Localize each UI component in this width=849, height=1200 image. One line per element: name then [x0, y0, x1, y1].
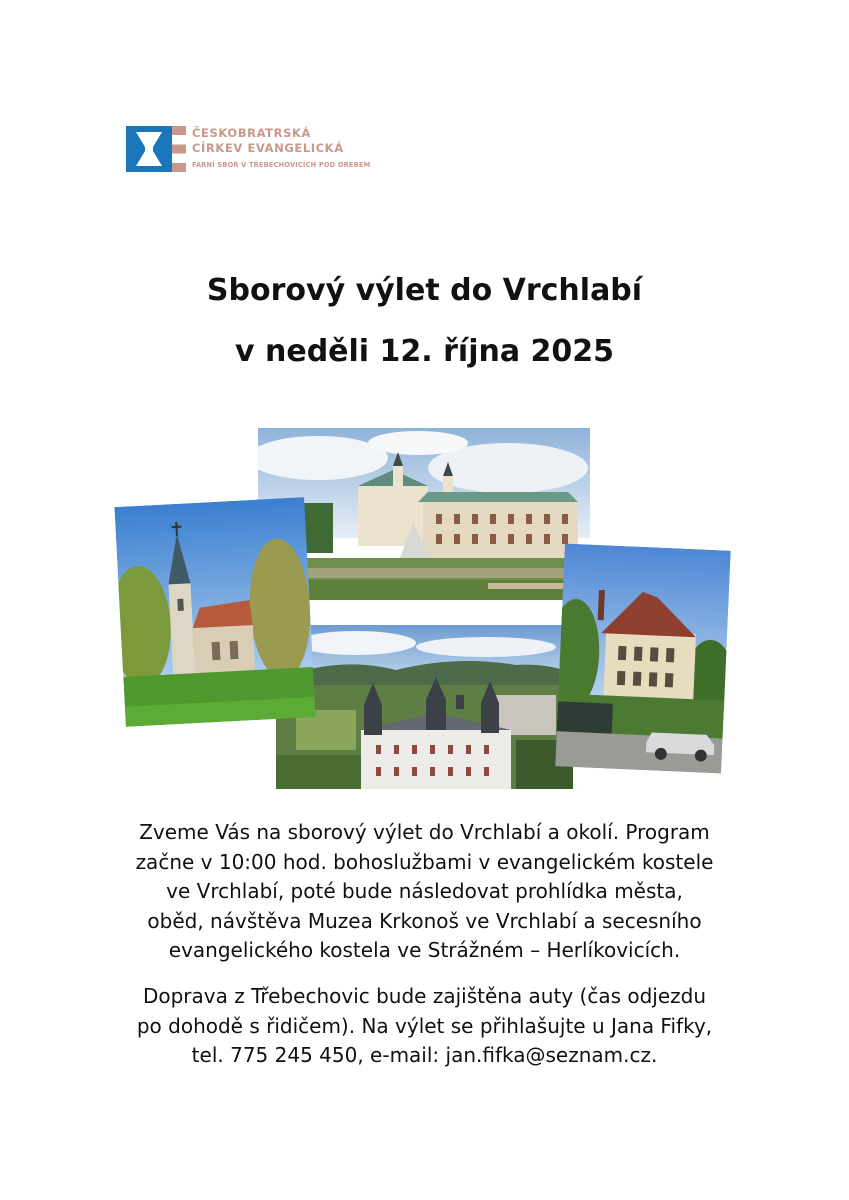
chalice-cross-icon — [126, 126, 186, 172]
title-line-2: v neděli 12. října 2025 — [234, 334, 615, 369]
vrchlabi-aerial-photo — [276, 625, 573, 789]
paragraph-line: Zveme Vás na sborový výlet do Vrchlabí a okolí. Program — [139, 820, 710, 844]
invitation-paragraph — [90, 818, 759, 966]
logo-line-1: ČESKOBRATRSKÁ — [192, 126, 311, 140]
paragraph-line: Doprava z Třebechovic bude zajištěna auty (čas odjezdu — [142, 984, 707, 1008]
paragraph-line: po dohodě s řidičem). Na výlet se přihlašujte u Jana Fifky, — [136, 1013, 713, 1038]
logo-line-2: CÍRKEV EVANGELICKÁ — [192, 141, 344, 155]
church-logo — [126, 126, 370, 172]
paragraph-line: evangelického kostela ve Strážném – Herlíkovicích. — [168, 938, 681, 962]
title-line-1: Sborový výlet do Vrchlabí — [206, 273, 643, 308]
paragraph-line: tel. 775 245 450, e-mail: jan.fifka@seznam.cz. — [191, 1043, 658, 1067]
church-photo — [114, 497, 315, 727]
paragraph-line: začne v 10:00 hod. bohoslužbami v evangelickém kostele — [135, 849, 714, 874]
paragraph-line: oběd, návštěva Muzea Krkonoš ve Vrchlabí a secesního — [147, 908, 702, 933]
paragraph-line: ve Vrchlabí, poté bude následovat prohlídka města, — [166, 879, 683, 903]
transport-contact-paragraph — [90, 982, 759, 1071]
museum-building-photo — [555, 543, 731, 773]
logo-line-3: FARNÍ SBOR V TŘEBECHOVICÍCH POD OREBEM — [192, 161, 371, 169]
